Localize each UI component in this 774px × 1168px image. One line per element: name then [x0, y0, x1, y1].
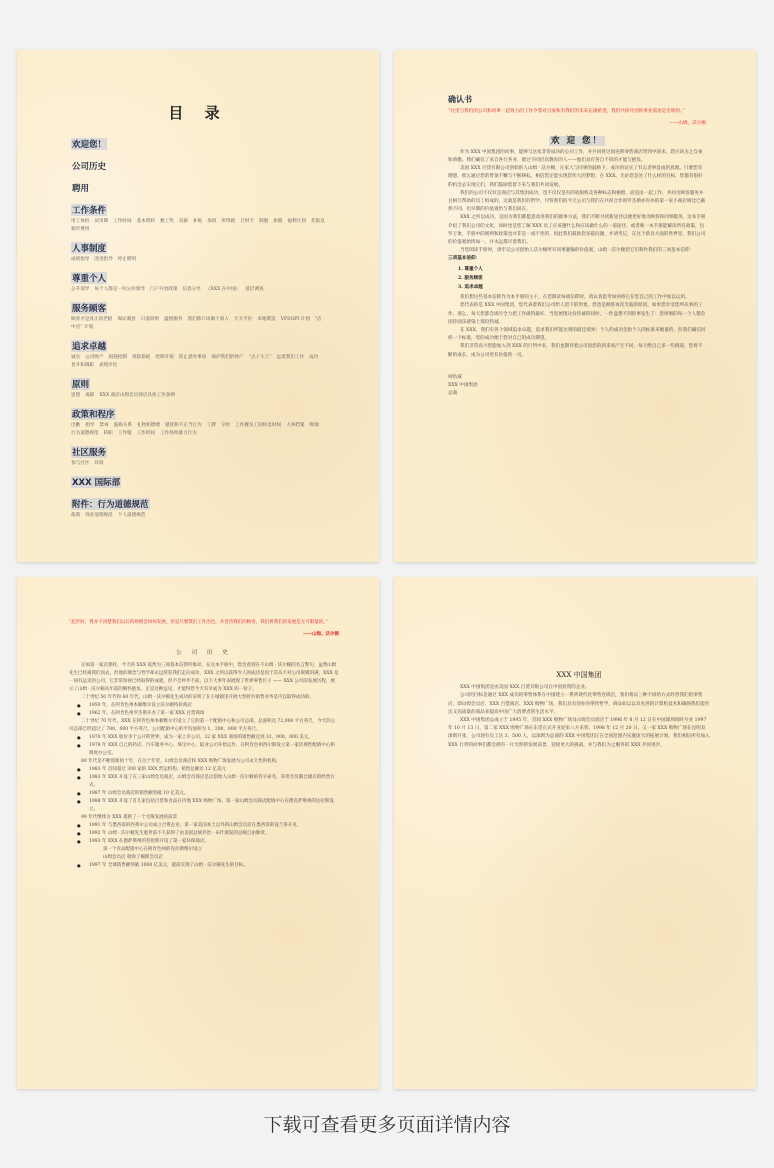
founder-quote: “这里与我们的公司和同事一起致力的工作令我对自豪和有我们的未来充满希望，我们共同开创的事业前途是光明的。”: [448, 109, 685, 115]
toc-items: [71, 218, 325, 234]
toc-item: 防止意外事故: [178, 355, 207, 360]
group-page: [394, 577, 756, 1089]
toc-heading: 欢迎您！: [72, 140, 107, 150]
toc-item: 门户开放政策: [149, 287, 178, 292]
timeline-item: ● 1993 年 XXX 在德萨斯州的普伦斯开设了第一家环保商店。: [69, 838, 339, 846]
toc-item: 政策: [71, 513, 81, 518]
paragraph: 您代表的是 XXX 中国集团，您代表着我们公司给人留下的形象，您也是顾客再次光临的原因，如果您享受您所从事的工作，那么，每天您都会竭尽全力把工作做得最好，当您展现这份热诚的同时，一件盘想不到的事发生了：您周围的每一个人都会因你而乐感染上那份热诚。: [448, 303, 706, 325]
toc-items: [71, 392, 325, 400]
toc-section: [71, 265, 325, 294]
toc-section: [71, 131, 325, 152]
toc-heading: 人事制度: [72, 244, 107, 254]
history-heading: 公 司 历 史: [176, 650, 232, 656]
toc-section: [71, 333, 325, 370]
toc-section: [71, 469, 325, 490]
paragraph: 我们的公司不仅仅是商店与其集团成功，也不仅仅是有的收银机及各种标志和橱窗，而是由一起工作、共同为顾客服务并且相互帮助的员工组成的，这就是我们的哲学，尽管我们的今天公司与我们在共同合作的罗杰斯亦有亦的第一家小商店相比已截然不同，但早期的价值观仍与我们同在。: [448, 190, 706, 213]
toc-item: 诚实: [71, 355, 81, 360]
toc-item: 礼物和馈赠: [137, 423, 160, 428]
paragraph: XXX 之所以成功，是因为我们都愿意改进我们的做事方法，我们不断寻找新途径以便更好地为顾客和同事服务。这本手册介绍了我们公司的文化，同时也是您了解 XXX 员工应该遵什么和应该做什么的一道途径，或者唯一本手册能解读所有政策，包罗万象，手册中的规则和政策也并非是一成不变的，因此我们鼓励您多提问题，并请考记，在这个新员方面的世界里，我们公司的价值观始终如一，并永远都尽着我们。: [448, 215, 706, 246]
paragraph: 我们非常高兴您能加入到 XXX 的行列中来，我们也期待着公司因您的到来而产生不同，每天给自己多一些挑战，您将不断的成长，成为公司更有价值的一员。: [448, 344, 703, 358]
toc-heading: 尊重个人: [72, 274, 107, 284]
toc-item: 停止聘用: [117, 257, 137, 262]
toc-heading: 社区服务: [72, 448, 107, 458]
toc-item: 控制开销: [155, 355, 174, 360]
timeline-item: ● 1997 年 全球销售额突破 1000 亿美元，提前实现了山姆 · 沃尔顿先生的目标。: [69, 862, 339, 870]
history-body: [69, 662, 339, 870]
toc-item: 信息分享: [182, 287, 201, 292]
toc-item: “店中店” 计划: [71, 317, 322, 330]
closing-paragraphs: [448, 294, 706, 360]
toc-item: 骚扰和不正当行为: [164, 423, 202, 428]
toc-item: 出勤: [71, 423, 81, 428]
toc-item: 每个人都是一份公价领导: [94, 287, 145, 292]
signoff-line: 钟浩威: [448, 374, 462, 380]
toc-heading: 公司历史: [72, 162, 107, 172]
toc-item: 商业道德规范: [85, 513, 113, 518]
toc-item: 人事档案: [286, 423, 305, 428]
history-quote: “起步时，我并不清楚我们以后的规模会如何发展，但是只要我们工作出色，并善待我们的顾客，我们将我们的发展是无可限量的。”: [69, 620, 328, 625]
toc-item: 守时: [220, 423, 231, 428]
toc-item: 离职: [85, 393, 95, 398]
toc-item: 改进指导: [94, 257, 113, 262]
paragraph: XXX 中国集团是由美国 XXX 百货有限公司在中国投资的企业。: [460, 685, 590, 691]
timeline-subitem: 第一个食品配销中心在阿肯色州的克拉斯维尔设立: [103, 847, 202, 852]
toc-items: [71, 422, 325, 438]
timeline-item: ● 1970 年 XXX 股份争于公开的世界，成为一家上市公司，32 家 XXX 商场的销售额达到 31，000，000 美元。: [69, 734, 339, 742]
paragraph: 90 年代继续为 XXX 提供了一个无限发展的前景: [81, 815, 178, 820]
group-paragraphs: [448, 684, 710, 750]
toc-item: 普开和调职: [71, 363, 94, 368]
toc-item: 加班: [207, 219, 217, 224]
toc-item: 保护我们的财产: [211, 355, 244, 360]
toc-section: [71, 439, 325, 468]
toc-item: 滋捣关系: [113, 423, 132, 428]
toc-section: [71, 235, 325, 264]
toc-heading: 工作条件: [72, 206, 107, 216]
paragraph: 二十世纪 50 年代和 60 年代，山姆 · 沃尔顿先生成功的证明了在小城镇里开展大型折价销售业务是可以取得成功的。: [81, 695, 314, 700]
toc-heading: 原则: [72, 380, 90, 390]
toc-section: [71, 491, 325, 520]
toc-item: 公开领导: [71, 287, 90, 292]
toc-item: 我们那只该做个商人: [187, 317, 229, 322]
toc-item: VPI/GPI 计划: [280, 317, 310, 322]
timeline-item: ● 1962 年，在阿肯色州罗杰斯开办了第一家 XXX 百货商场: [69, 710, 339, 718]
toc-section: [71, 153, 325, 174]
toc-item: 用工体检: [71, 219, 90, 224]
toc-item: 公司财产: [85, 355, 104, 360]
toc-item: 《XXX 在中国》: [205, 287, 241, 292]
welcome-paragraphs: [448, 149, 706, 256]
toc-item: 保证满意: [117, 317, 136, 322]
paragraph: 美国 XXX 百货有限公司创始的人山姆 · 沃尔顿，在家人与同事的鼓励下，成功的证实了有志者事竟成的真理。只要您有理想，那么通过您的带领不懈与不断耕耘，相信您定能实现您伟大的梦想，在 XXX，无论您是处了什么样的目标，您都有很好的机会去实现它们，我们鼓励您留下来与我们共同发展。: [448, 166, 703, 188]
belief-item: 1. 尊重个人: [458, 266, 483, 272]
timeline-subitem: 山姆会员店 收购了佩斯会员店: [103, 855, 163, 860]
toc-item: 成功: [309, 355, 319, 360]
toc-item: 行为道德规范: [71, 431, 99, 436]
paragraph: 公司的目标是通过 XXX 成功的零售体系在中国建立一系列现代化零售连锁店，我们将以三种不同的方式经营我们的零售店，即山姆会员店、XXX 百货商店、XXX 购物广场，我们具有创业的零售哲学，商品如以以及先进的计算机技术和确保我们能作出又高质量的商品来提高中国广大消费者的生活水平。: [448, 693, 710, 715]
belief-item: 2. 服务顾客: [458, 275, 483, 281]
timeline-item: ● 1983 年 XXX 开设了在三家山姆会员商店，山姆会员商店是以创始人山姆 · 沃尔顿的名字命名，采用会员制仓储式的经营方式。: [69, 774, 339, 790]
toc-item: 本地制造: [257, 317, 276, 322]
toc-item: 吸烟: [309, 423, 319, 428]
toc-section: [71, 175, 325, 196]
toc-item: 工作服: [117, 431, 132, 436]
toc-items: [71, 460, 325, 468]
signoff-line: XXX 中国集团: [448, 383, 478, 389]
toc-section: [71, 197, 325, 234]
toc-item: “点子大王”: [248, 355, 272, 360]
timeline-item: ● 1992 年 山姆 · 沃尔顿先生逝世前不久获得了由美国总统乔治 · 布什颁发的总统自由勋章。: [69, 830, 339, 838]
signoff-line: 总裁: [448, 391, 458, 397]
toc-item: 基本资料: [136, 219, 155, 224]
timeline-item: ● 1950 年，在阿肯色州本顿维尔设立沃尔顿特价商店: [69, 702, 339, 710]
toc-item: 参与社区: [71, 461, 90, 466]
beliefs-list: [458, 266, 706, 293]
toc-items: [71, 316, 325, 332]
toc-title: 目 录: [168, 104, 228, 122]
timeline-item: ● 1987 年 山姆会员商店的销售额突破 10 亿美元。: [69, 790, 339, 798]
welcome-heading: 欢 迎 您！: [551, 135, 603, 146]
toc-item: 顾客才是真正的老板: [71, 317, 113, 322]
signoff-block: [448, 374, 706, 399]
toc-section: [71, 401, 325, 438]
toc-page: [17, 50, 379, 562]
toc-heading: 附件：行为道德规范: [72, 500, 149, 510]
beliefs-title: 三项基本信仰：: [448, 256, 481, 262]
paragraph: 二十世纪 70 年代，XXX 在阿肯色州本顿维尔市设立了它的第一个配销中心和公司总部，总面积达 72,000 平方英尺，今天的公司总部已经超过了 700，000 平方英尺，公司配销中心的平均面积为 1，200，000 平方英尺。: [69, 719, 336, 732]
toc-heading: 聘用: [72, 184, 90, 194]
toc-section: [71, 371, 325, 400]
toc-item: 个人道德规范: [117, 513, 146, 518]
toc-heading: XXX 国际部: [72, 478, 121, 488]
paragraph: XXX 中国集团总成立于 1995 年，首间 XXX 购物广场及山姆会员商店于 1996 年 8 月 12 日在中国深圳同时开业 1997 年 10 月 13 日，第二家 XXX 购物广场在东莞正式开业迎来八方来客，1998 年 12 月 20 日，又一家 XXX 购物广场在昆明及深圳开张，公司现有员工达 3，500 人，以深圳为总部的 XXX 中国集团正在全国范围内实施庞大的拓展计划，我们相信所有加入 XXX 行列的同事们都会拥有一片光明的发展前景，迎接更大的挑战，并与我们为之服务的 XXX 共同进步。: [448, 718, 710, 748]
toc-item: 成绩指导: [71, 257, 90, 262]
toc-items: [71, 256, 325, 264]
toc-item: 思想: [71, 393, 81, 398]
history-page: [17, 577, 379, 1089]
toc-item: 数工奖: [159, 219, 174, 224]
toc-items: [71, 512, 325, 520]
toc-item: 指导: [85, 423, 95, 428]
toc-item: 工作时间: [113, 219, 132, 224]
toc-heading: 追求卓越: [72, 342, 107, 352]
history-quote-signature: ——山姆。沃尔顿: [303, 632, 339, 637]
toc-item: 禁毒: [99, 423, 109, 428]
timeline-item: ● 1983 年 首间超过 300 家的 XXX 营运机构，销售总额达 12 亿美元: [69, 766, 339, 774]
paragraph: 我们想这些基本信仰作为本手册的主干，在您阅读每项信仰时，请认真思考如何将它在您自己的工作中加以运用。: [460, 295, 690, 301]
toc-heading: 服务顾客: [72, 304, 107, 314]
toc-item: 损耗控制: [108, 355, 127, 360]
toc-list: [17, 131, 379, 520]
toc-item: 计时卡: [240, 219, 254, 224]
toc-item: XXX 商店山姆会员商店具体工作条例: [99, 393, 175, 398]
toc-item: 表现评估: [98, 363, 118, 368]
toc-item: 远低我们工作: [276, 355, 305, 360]
belief-item: 3. 追求卓越: [458, 285, 483, 291]
download-more-caption[interactable]: 下载可查看更多页面详情内容: [263, 1114, 511, 1136]
toc-heading: 政策和程序: [72, 410, 115, 420]
toc-item: 制服: [258, 219, 269, 224]
toc-item: 预防损耗: [131, 355, 151, 360]
toc-section: [71, 295, 325, 332]
quote-signature: ——山姆。沃尔顿: [669, 121, 706, 127]
toc-item: 工牌: [206, 423, 216, 428]
toc-item: 双薪: [178, 219, 188, 224]
group-heading: XXX 中国集团: [556, 671, 602, 679]
toc-item: 休假: [273, 219, 283, 224]
toc-item: 日落原则: [140, 317, 160, 322]
confirmation-heading: 确认书: [448, 95, 472, 104]
toc-item: 工作场所暴力行为: [159, 431, 197, 436]
paragraph: 正如第一家店那样，今天的 XXX 依然为三项基本信仰所推动，在这本手册中，您会看到在不山姆 · 沃尔顿的名言警句，虽然山姆先生已经离我们而去，但他的理念与哲学却永远常驻我们走向成功，XXX 之所以获得令人的成功是因于其从不对公司规模的满，XXX 是一间有远见的公司，它非常珍视已经取得的成就，但不会停步不前，以下大事年表展现了世界零售巨子 —— XXX 公司的发展历程，展示了山姆 · 沃尔顿从年前的胸怀抱负，正是这种远见，才使得您今天有幸成为 XXX 的一份子。: [69, 663, 339, 692]
timeline-item: ● 1978 年 XXX 自己的药店、汽车服务中心、珠宝中心，取业公司开始运作，在阿肯色州西尔斯设立第一家区域性配销中心和调度办公室。: [69, 742, 339, 758]
toc-item: 环境: [94, 461, 104, 466]
toc-item: 天天平价: [233, 317, 253, 322]
toc-item: 工作时间: [136, 431, 155, 436]
toc-item: 所得税: [221, 219, 236, 224]
toc-item: 转职: [103, 431, 113, 436]
toc-item: 福利计划: [287, 219, 306, 224]
paragraph: 作为 XXX 中国集团的同事，能够与这家非常成功的公司工作，并共同将这间连锁零售商店带到中国来，您应该为之自豪和骄傲。我们确信了来自各行各业，使过不同层次教育的人——他们具有各自不同的才能与抱负。: [448, 149, 703, 164]
toc-item: 盛情服务: [164, 317, 183, 322]
timeline-item: ● 1988 年 XXX 开设了首几家包括百货和食品在内地 XXX 购物广场，第一家山姆会员商店配销中心在德克萨斯州的达拉斯设立。: [69, 798, 339, 814]
paragraph: 在 XXX，我们有各个领域追求卓越，追求我们所能达到的最佳境界；个人的成功是指个人的标准来衡量的，但我们确信同样一个标准，您的成功便于您对自己的成功期望。: [448, 328, 706, 342]
toc-item: 补贴: [192, 219, 203, 224]
paragraph: 80 年代是不断创新的十年，在这个年里，山姆会员商店和 XXX 购物广场发展为公司永久性的机构。: [81, 759, 281, 764]
toc-items: [71, 354, 325, 370]
paragraph: 当您阅读手册时，请牢记公司创始人沃尔顿所有同事灌输的价值观，山姆 · 沃尔顿把它们称作我们的三项基本信仰：: [460, 248, 695, 254]
toc-item: 试用期: [94, 219, 109, 224]
toc-item: 基层调查: [245, 287, 264, 292]
confirmation-page: [394, 50, 756, 562]
toc-items: [71, 286, 325, 294]
toc-item: 工作餐及工间休息时间: [235, 423, 282, 428]
toc-item: 差旅及相符费用: [71, 219, 325, 232]
timeline-item: ● 1991 年 与墨西哥的西弗尔公司成立合资企业，第一家美国本土以外的山姆会员店在墨西哥的设兰哥开业。: [69, 822, 339, 830]
